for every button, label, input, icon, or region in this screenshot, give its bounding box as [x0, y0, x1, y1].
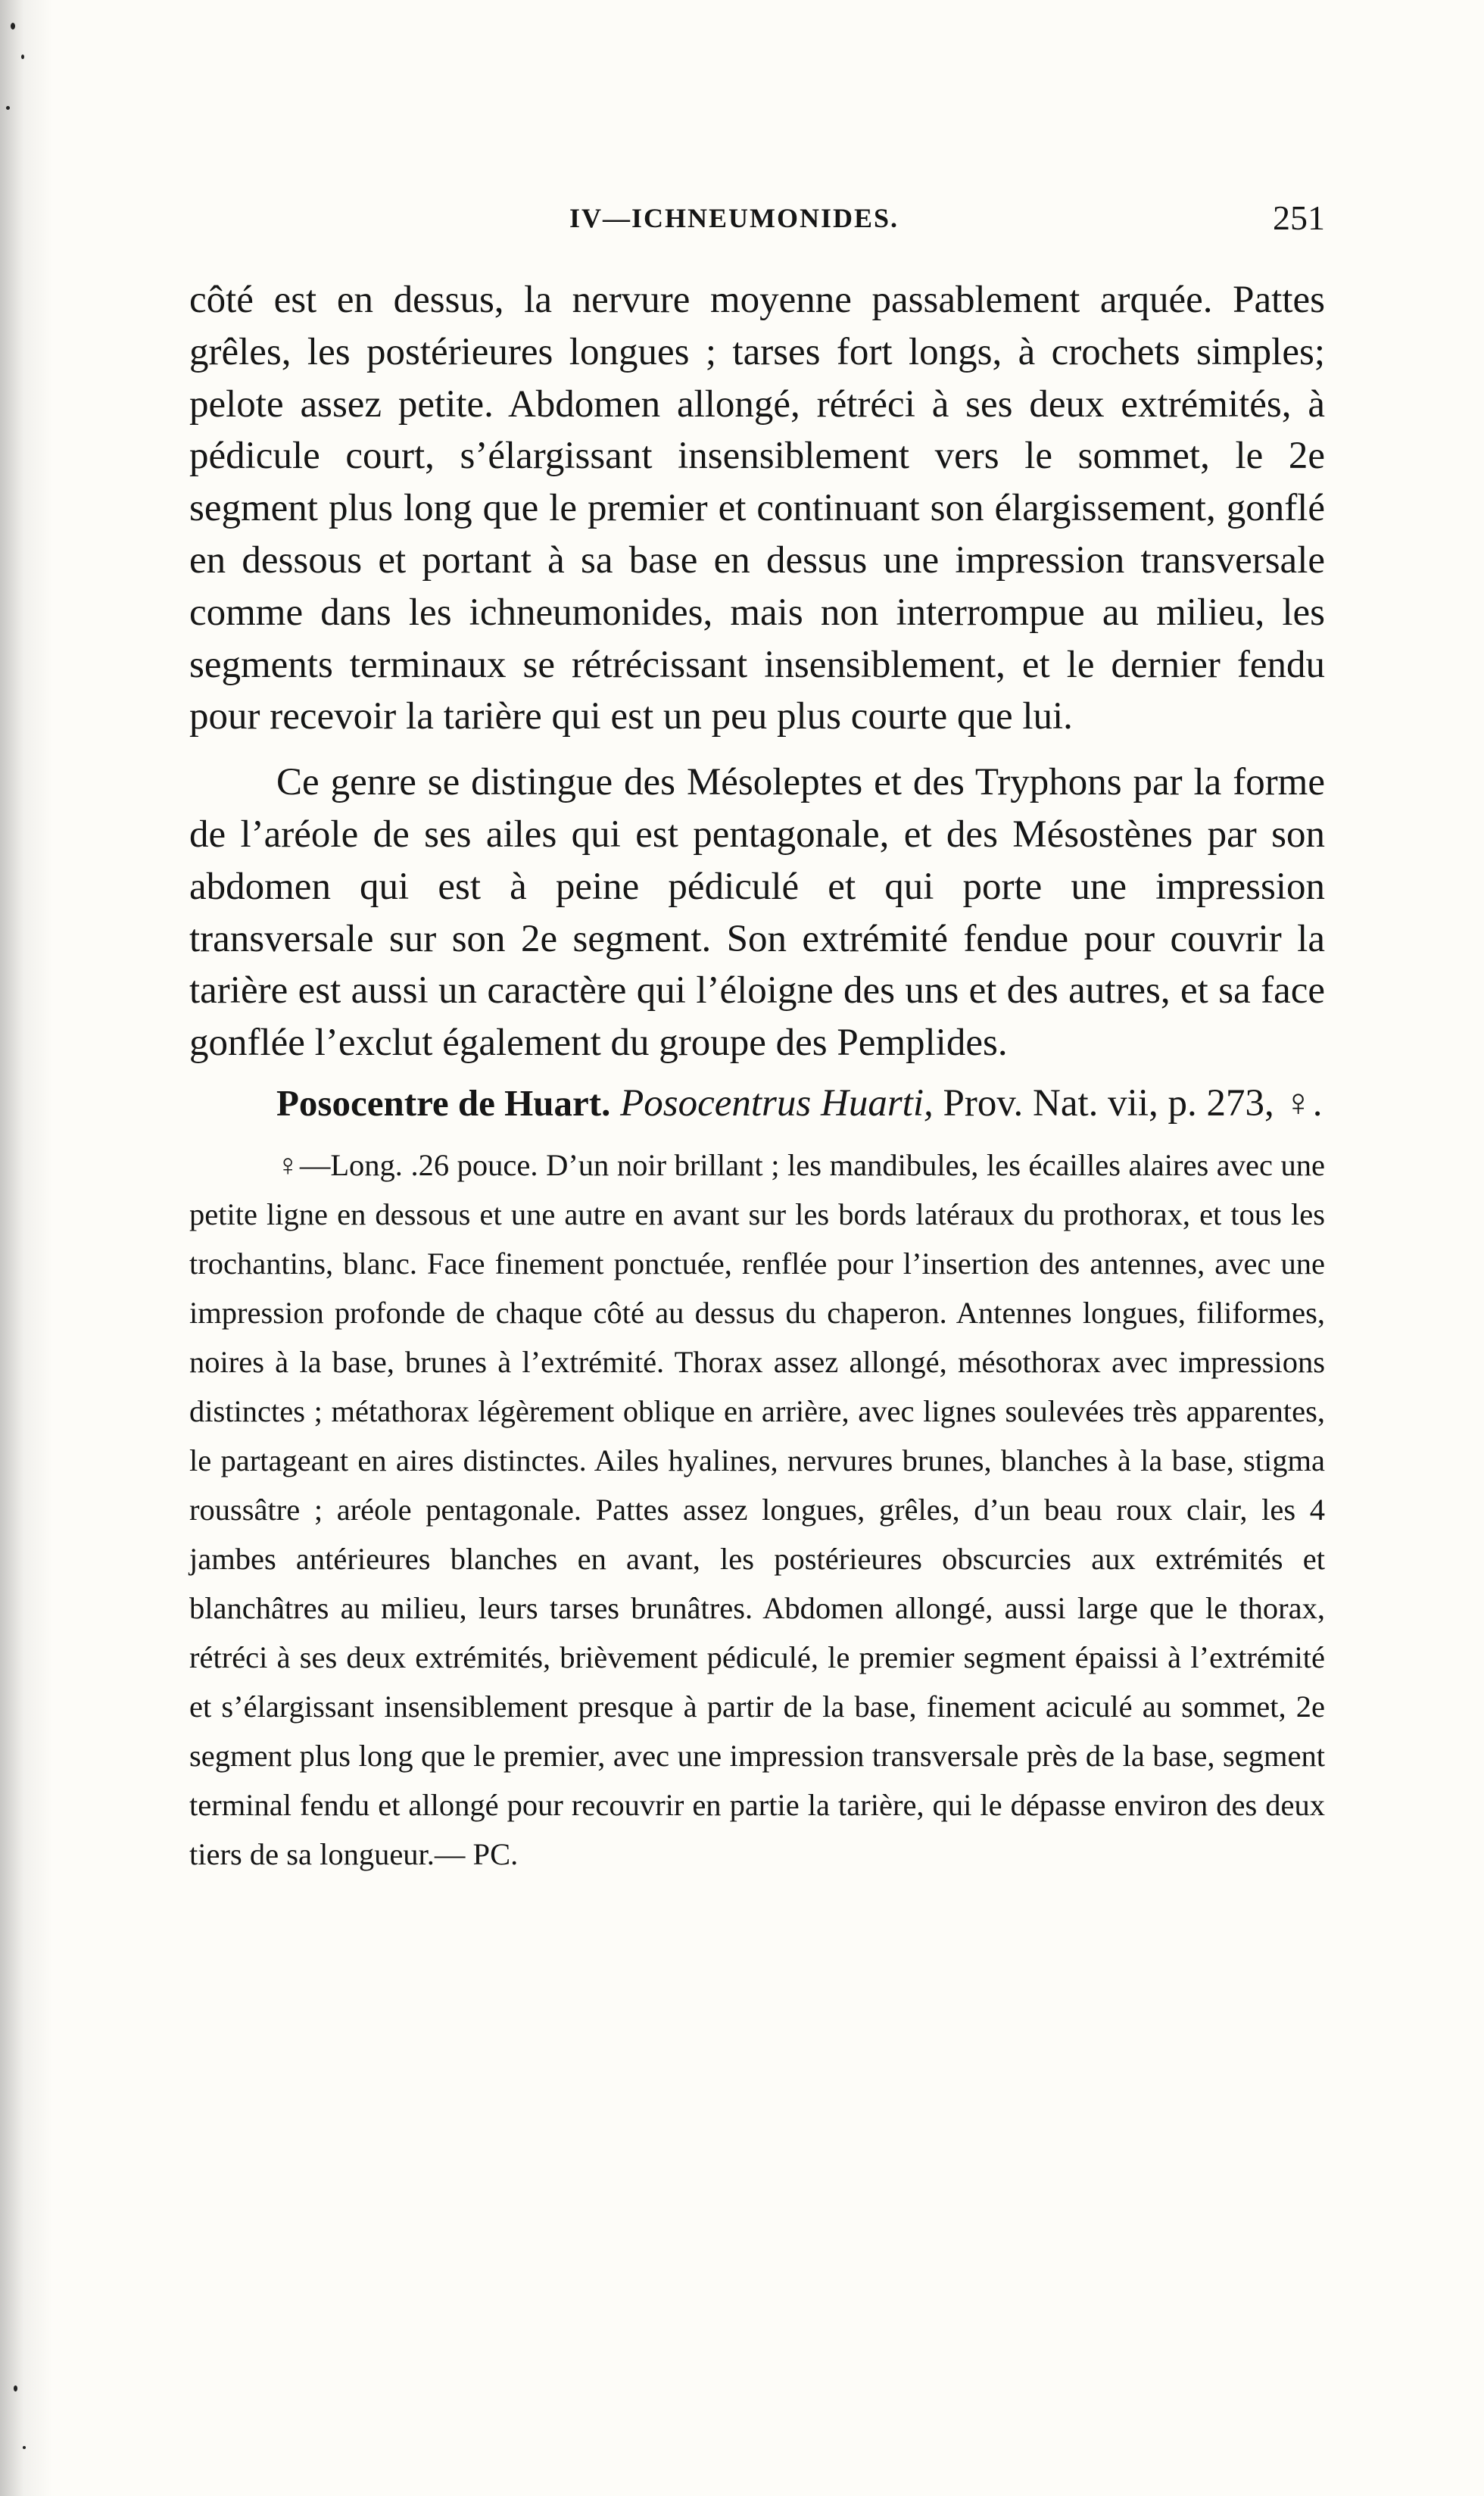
species-description: ♀—Long. .26 pouce. D’un noir brillant ; les mandibules, les écailles alaires avec une petite ligne en dessous et une autre en avant sur les bords latéraux du prothorax, et tous les trochantins, blanc. Face finement ponctuée, renflée pour l’insertion des antennes, avec une impression profonde de chaque côté au dessus du chaperon. Antennes longues, filiformes, noires à la base, brunes à l’extrémité. Thorax assez allongé, mésothorax avec impressions distinctes ; métathorax légèrement oblique en arrière, avec lignes soulevées très apparentes, le partageant en aires distinctes. Ailes hyalines, nervures brunes, blanches à la base, stigma roussâtre ; aréole pentagonale. Pattes assez longues, grêles, d’un beau roux clair, les 4 jambes antérieures blanches en avant, les postérieures obscurcies aux extrémités et blanchâtres au milieu, leurs tarses brunâtres. Abdomen allongé, aussi large que le thorax, rétréci à ses deux extrémités, brièvement pédiculé, le premier segment épaissi à l’extrémité et s’élargissant insensiblement presque à partir de la base, finement aciculé au sommet, 2e segment plus long que le premier, avec une impression transversale près de la base, segment terminal fendu et allongé pour recouvrir en partie la tarière, qui le dépasse environ des deux tiers de sa longueur.— PC.: [189, 1147, 1325, 1871]
species-heading: [189, 1077, 1325, 1130]
species-latin-name: Posocentrus Huarti,: [620, 1081, 934, 1125]
species-common-name: Posocentre de Huart.: [276, 1081, 611, 1124]
page-speck: [11, 23, 15, 30]
page-speck: [14, 2385, 17, 2391]
page-speck: [23, 2446, 26, 2449]
page-header: [189, 195, 1325, 241]
page-speck: [6, 106, 10, 110]
species-reference: Prov. Nat. vii, p. 273, ♀.: [943, 1081, 1323, 1125]
paragraph-genus-continuation: côté est en dessus, la nervure moyenne passablement arquée. Pattes grêles, les postérieures longues ; tarses fort longs, à crochets simples; pelote assez petite. Abdomen allongé, rétréci à ses deux extrémités, à pédicule court, s’élargissant insensiblement vers le sommet, le 2e segment plus long que le premier et continuant son élargissement, gonflé en dessous et portant à sa base en dessus une impression transversale comme dans les ichneumonides, mais non interrompue au milieu, les segments terminaux se rétrécissant insensiblement, et le dernier fendu pour recevoir la tarière qui est un peu plus courte que lui.: [189, 279, 1325, 738]
paragraph-genus-distinction: Ce genre se distingue des Mésoleptes et des Tryphons par la forme de l’aréole de ses ailes qui est pentagonale, et des Mésostènes par son abdomen qui est à peine pédiculé et qui porte une impression transversale sur son 2e segment. Son extrémité fendue pour couvrir la tarière est aussi un caractère qui l’éloigne des uns et des autres, et sa face gonflée l’exclut également du groupe des Pemplides.: [189, 761, 1325, 1065]
text-block: [189, 274, 1325, 1879]
page-speck: [21, 55, 24, 59]
running-head: IV—ICHNEUMONIDES.: [569, 203, 899, 233]
page-number: 251: [1273, 198, 1325, 237]
page-edge-shadow: [0, 0, 53, 2496]
